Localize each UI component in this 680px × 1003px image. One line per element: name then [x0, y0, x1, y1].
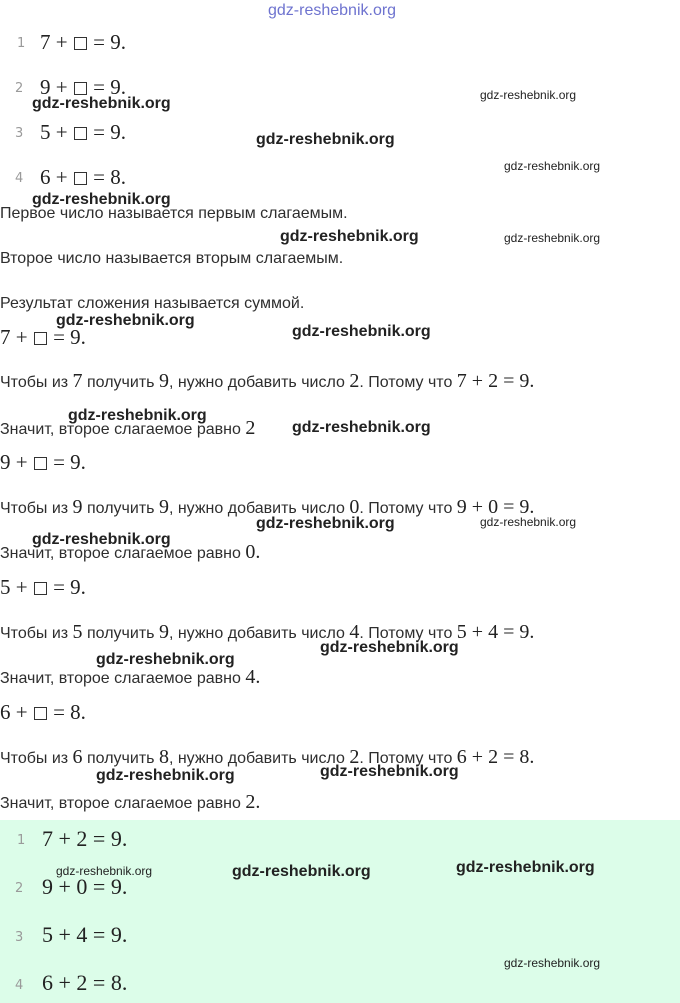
watermark: gdz-reshebnik.org: [320, 763, 459, 780]
watermark: gdz-reshebnik.org: [320, 639, 459, 656]
watermark: gdz-reshebnik.org: [96, 651, 235, 668]
solution-conclusion: Значит, второе слагаемое равно 0.: [0, 541, 261, 563]
solution-expression: 7 + = 9.: [0, 325, 86, 349]
task-addend: 6: [40, 165, 51, 189]
answer-number: 4: [15, 978, 24, 993]
solution-explanation: Чтобы из 6 получить 8, нужно добавить число 2. Потому что 6 + 2 = 8.: [0, 746, 535, 768]
watermark: gdz-reshebnik.org: [256, 131, 395, 148]
watermark: gdz-reshebnik.org: [292, 323, 431, 340]
answer-equation: 5 + 4 = 9.: [42, 922, 128, 947]
empty-box-icon: [34, 582, 47, 595]
task-equals: =: [93, 30, 105, 54]
theory-line-first-addend: Первое число называется первым слагаемым.: [0, 205, 348, 222]
site-header-watermark: gdz-reshebnik.org: [268, 2, 397, 19]
watermark: gdz-reshebnik.org: [68, 407, 207, 424]
answer-number: 1: [17, 833, 26, 848]
solution-explanation: Чтобы из 7 получить 9, нужно добавить число 2. Потому что 7 + 2 = 9.: [0, 370, 535, 392]
answer-panel: [0, 820, 680, 1003]
watermark: gdz-reshebnik.org: [96, 767, 235, 784]
empty-box-icon: [34, 457, 47, 470]
watermark: gdz-reshebnik.org: [32, 191, 171, 208]
task-equation: [40, 120, 126, 145]
empty-box-icon: [34, 707, 47, 720]
task-result: 9.: [110, 30, 126, 54]
task-plus: +: [55, 165, 68, 189]
task-plus: +: [55, 30, 68, 54]
theory-line-second-addend: Второе число называется вторым слагаемым.: [0, 250, 344, 267]
task-result: 9.: [110, 75, 126, 99]
solution-expression: 6 + = 8.: [0, 700, 86, 724]
watermark: gdz-reshebnik.org: [32, 95, 171, 112]
solution-conclusion: Значит, второе слагаемое равно 4.: [0, 666, 261, 688]
task-number: 3: [15, 126, 24, 141]
solution-explanation: Чтобы из 5 получить 9, нужно добавить число 4. Потому что 5 + 4 = 9.: [0, 621, 535, 643]
theory-line-sum: Результат сложения называется суммой.: [0, 295, 305, 312]
empty-box-icon: [74, 127, 87, 140]
answer-equation: 7 + 2 = 9.: [42, 826, 128, 851]
answer-number: 2: [15, 881, 24, 896]
empty-box-icon: [34, 332, 47, 345]
task-result: 9.: [110, 120, 126, 144]
task-plus: +: [55, 120, 68, 144]
watermark: gdz-reshebnik.org: [32, 531, 171, 548]
watermark: gdz-reshebnik.org: [56, 312, 195, 329]
answer-number: 3: [15, 930, 24, 945]
solution-conclusion: Значит, второе слагаемое равно 2: [0, 417, 256, 439]
task-equals: =: [93, 75, 105, 99]
watermark: gdz-reshebnik.org: [480, 515, 577, 529]
watermark: gdz-reshebnik.org: [256, 515, 395, 532]
watermark: gdz-reshebnik.org: [504, 231, 601, 245]
solution-conclusion: Значит, второе слагаемое равно 2.: [0, 791, 261, 813]
solution-expression: 5 + = 9.: [0, 575, 86, 599]
watermark: gdz-reshebnik.org: [56, 864, 153, 878]
task-equals: =: [93, 165, 105, 189]
task-number: 2: [15, 81, 24, 96]
empty-box-icon: [74, 82, 87, 95]
empty-box-icon: [74, 172, 87, 185]
solution-expression: 9 + = 9.: [0, 450, 86, 474]
task-plus: +: [55, 75, 68, 99]
task-equation: [40, 30, 126, 55]
task-number: 1: [17, 36, 26, 51]
task-equation: [40, 165, 126, 190]
task-equals: =: [93, 120, 105, 144]
task-addend: 7: [40, 30, 51, 54]
watermark: gdz-reshebnik.org: [504, 159, 601, 173]
answer-equation: 9 + 0 = 9.: [42, 874, 128, 899]
solution-explanation: Чтобы из 9 получить 9, нужно добавить число 0. Потому что 9 + 0 = 9.: [0, 496, 535, 518]
watermark: gdz-reshebnik.org: [232, 863, 371, 880]
watermark: gdz-reshebnik.org: [504, 956, 601, 970]
watermark: gdz-reshebnik.org: [280, 228, 419, 245]
task-addend: 5: [40, 120, 51, 144]
task-number: 4: [15, 171, 24, 186]
watermark: gdz-reshebnik.org: [480, 88, 577, 102]
watermark: gdz-reshebnik.org: [292, 419, 431, 436]
watermark: gdz-reshebnik.org: [456, 859, 595, 876]
task-result: 8.: [110, 165, 126, 189]
answer-equation: 6 + 2 = 8.: [42, 970, 128, 995]
task-addend: 9: [40, 75, 51, 99]
empty-box-icon: [74, 37, 87, 50]
